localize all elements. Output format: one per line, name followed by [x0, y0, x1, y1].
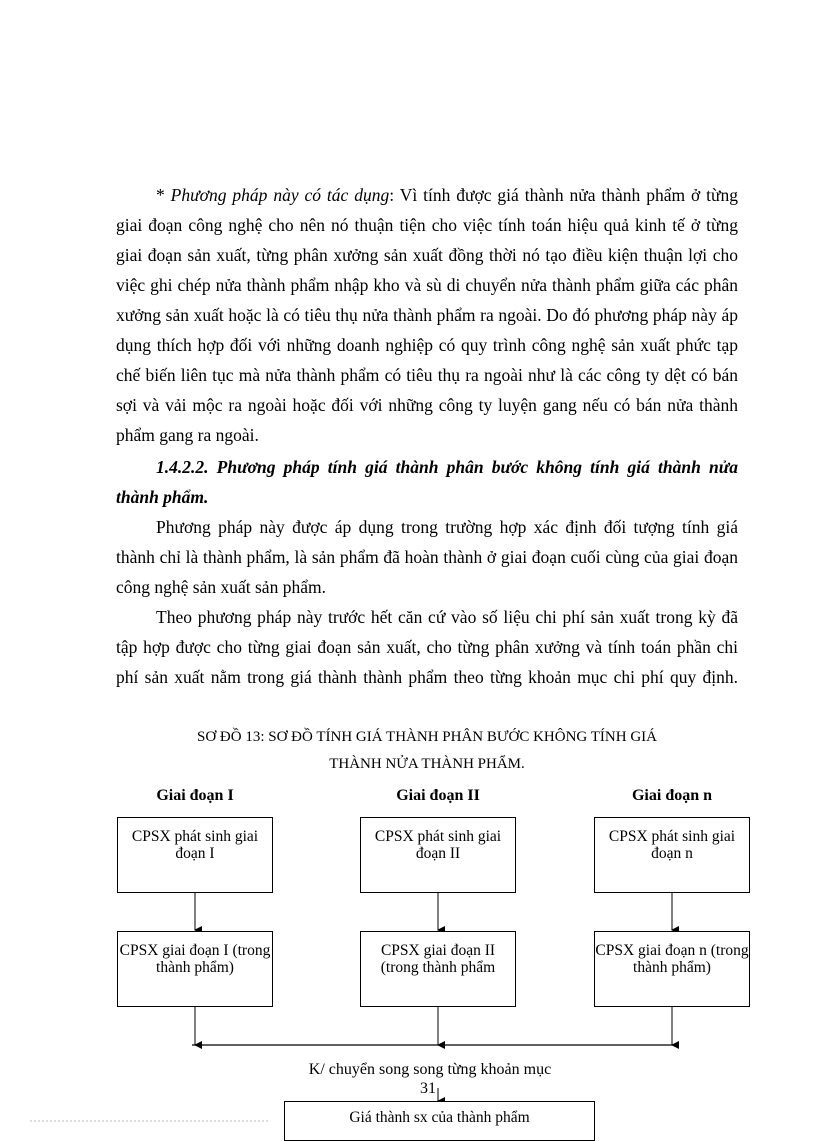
- diagram-caption-line2: THÀNH NỬA THÀNH PHẨM.: [329, 756, 525, 772]
- section-heading: 1.4.2.2. Phương pháp tính giá thành phân bước không tính giá thành nửa thành phẩm.: [116, 457, 738, 507]
- box-cost-in-finished-stage-2: CPSX giai đoạn II (trong thành phẩm: [360, 931, 516, 1007]
- column-title-stage-1: Giai đoạn I: [156, 787, 234, 804]
- italic-lead: Phương pháp này có tác dụng: [170, 185, 390, 205]
- box-cost-in-finished-stage-n: CPSX giai đoạn n (trong thành phẩm): [594, 931, 750, 1007]
- paragraph-application: Phương pháp này được áp dụng trong trường hợp xác định đối tượng tính giá thành chỉ là thành phẩm, là sản phẩm đã hoàn thành ở giai đoạn cuối cùng của giai đoạn công nghệ sản xuất sản phẩm.: [116, 517, 738, 597]
- box-cost-incurred-stage-1: CPSX phát sinh giai đoạn I: [117, 817, 273, 893]
- paragraph-method: Theo phương pháp này trước hết căn cứ vào số liệu chi phí sản xuất trong kỳ đã tập hợp được cho từng giai đoạn sản xuất, cho từng phân xưởng và tính toán phần chi phí sản xuất nằm trong giá thành thành phẩm theo từng khoản mục chi phí quy định.: [116, 607, 738, 687]
- box-finished-product-cost: Giá thành sx của thành phẩm: [284, 1101, 595, 1141]
- box-cost-incurred-stage-2: CPSX phát sinh giai đoạn II: [360, 817, 516, 893]
- diagram-caption-line1: SƠ ĐỒ 13: SƠ ĐỒ TÍNH GIÁ THÀNH PHÂN BƯỚC KHÔNG TÍNH GIÁ: [197, 729, 657, 745]
- merge-label: K/ chuyển song song từng khoản mục: [308, 1061, 552, 1078]
- box-cost-incurred-stage-n: CPSX phát sinh giai đoạn n: [594, 817, 750, 893]
- page-number: 31: [420, 1080, 436, 1097]
- bullet-marker: *: [156, 185, 171, 205]
- box-cost-in-finished-stage-1: CPSX giai đoạn I (trong thành phẩm): [117, 931, 273, 1007]
- column-title-stage-n: Giai đoạn n: [631, 787, 713, 804]
- column-title-stage-2: Giai đoạn II: [396, 787, 480, 804]
- paragraph-effect-text: : Vì tính được giá thành nửa thành phẩm ở từng giai đoạn công nghệ cho nên nó thuận tiện cho việc tính toán hiệu quả kinh tế ở từng giai đoạn sản xuất, từng phân xưởng sản xuất đồng thời nó tạo điều kiện thuận lợi cho việc ghi chép nửa thành phẩm nhập kho và sù di chuyển nửa thành phẩm giữa các phân xưởng sản xuất hoặc là có tiêu thụ nửa thành phẩm ra ngoài. Do đó phương pháp này áp dụng thích hợp đối với những doanh nghiệp có quy trình công nghệ sản xuất phức tạp chế biến liên tục mà nửa thành phẩm có tiêu thụ ra ngoài như là các công ty dệt có bán sợi và vải mộc ra ngoài hoặc đối với những công ty luyện gang nếu có bán nửa thành phẩm gang ra ngoài.: [116, 185, 739, 445]
